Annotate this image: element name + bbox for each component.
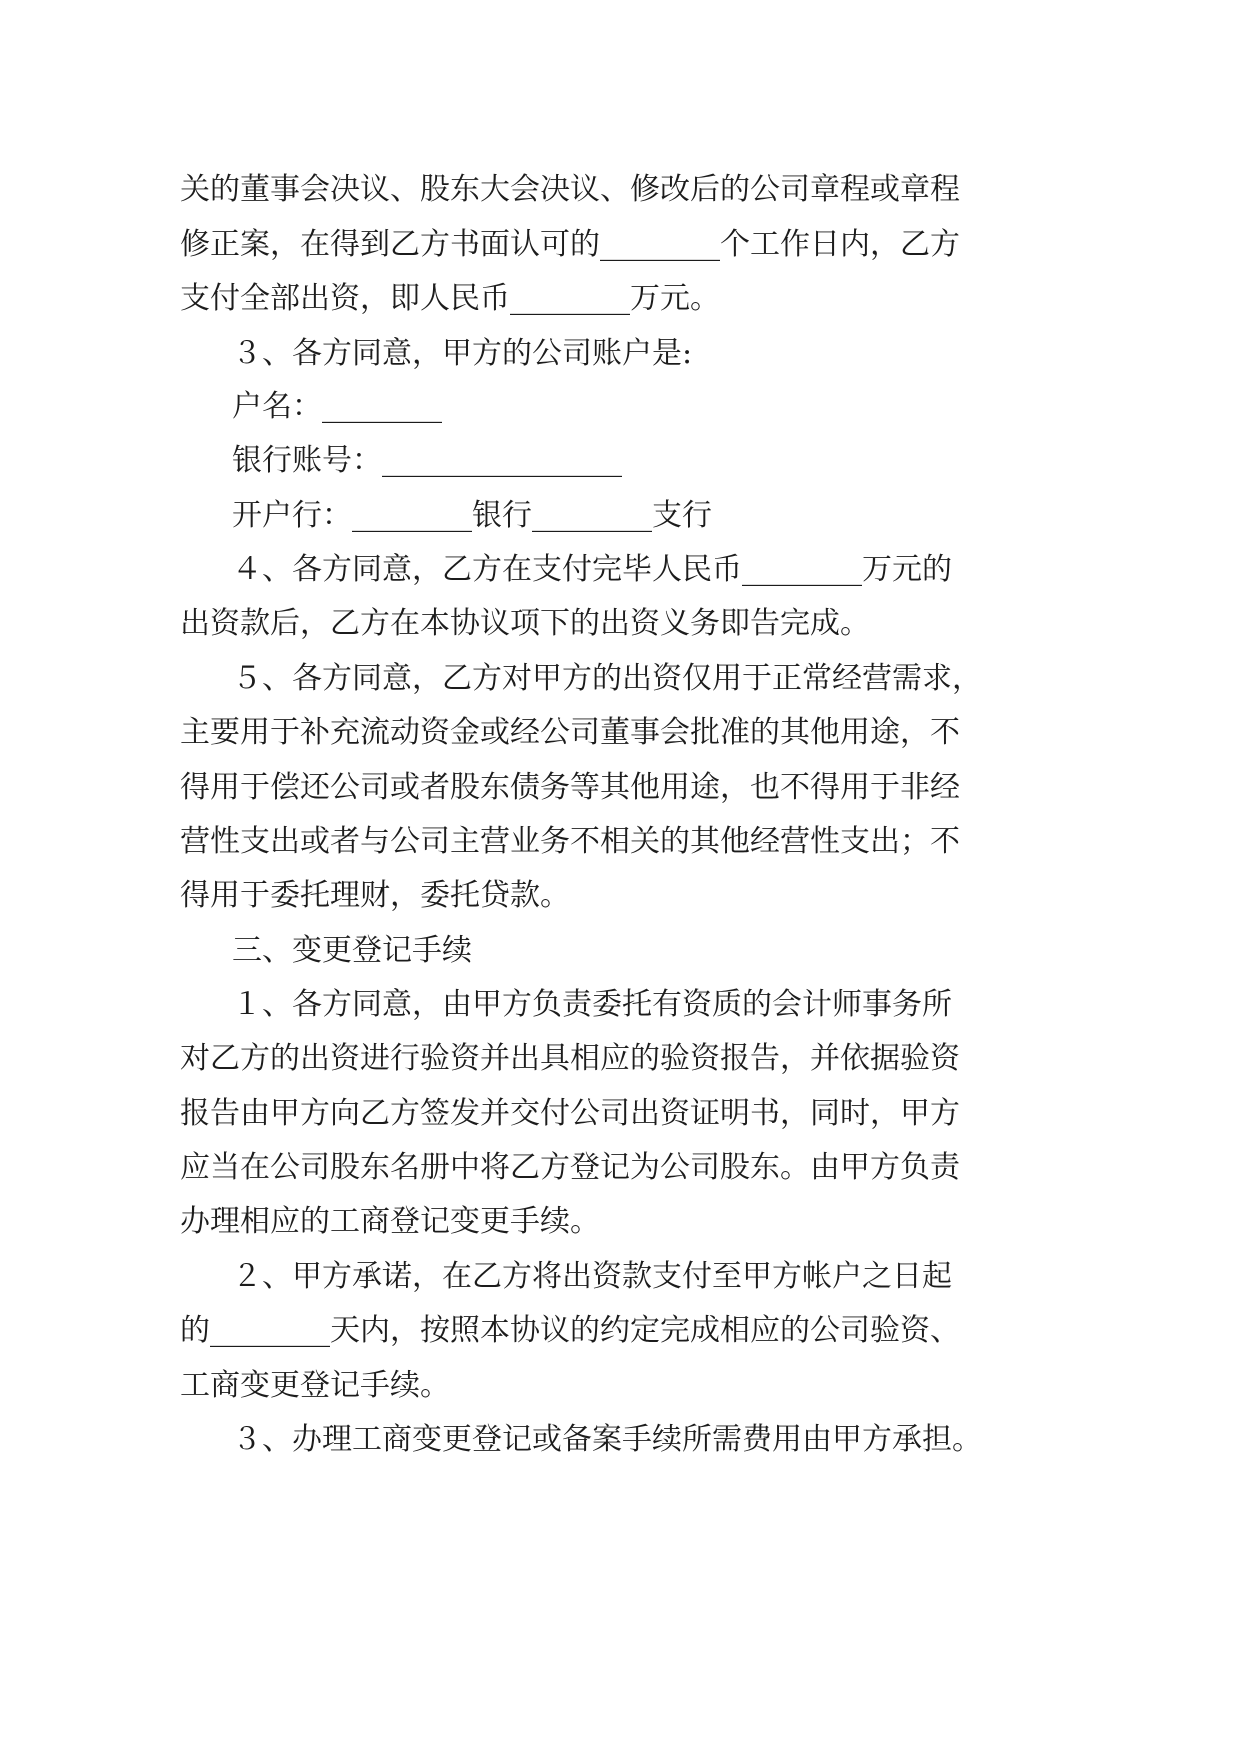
text-line-22: 的________天内，按照本协议的约定完成相应的公司验资、 [180, 1313, 960, 1348]
section-heading: 三、变更登记手续 [232, 933, 472, 968]
text-line-10: ５、各方同意，乙方对甲方的出资仅用于正常经营需求， [232, 661, 982, 696]
text-line-1: 关的董事会决议、股东大会决议、修改后的公司章程或章程 [180, 172, 960, 207]
text-line-13: 营性支出或者与公司主营业务不相关的其他经营性支出；不 [180, 824, 960, 859]
text-line-6: 银行账号：________________ [232, 443, 622, 478]
text-line-8: ４、各方同意，乙方在支付完毕人民币________万元的 [232, 552, 952, 587]
text-line-2: 修正案，在得到乙方书面认可的________个工作日内，乙方 [180, 227, 960, 262]
text-line-16: １、各方同意，由甲方负责委托有资质的会计师事务所 [232, 987, 952, 1022]
text-line-9: 出资款后，乙方在本协议项下的出资义务即告完成。 [180, 606, 870, 641]
text-line-21: ２、甲方承诺，在乙方将出资款支付至甲方帐户之日起 [232, 1259, 952, 1294]
text-line-23: 工商变更登记手续。 [180, 1368, 450, 1403]
text-line-14: 得用于委托理财，委托贷款。 [180, 878, 570, 913]
text-line-17: 对乙方的出资进行验资并出具相应的验资报告，并依据验资 [180, 1041, 960, 1076]
text-line-24: ３、办理工商变更登记或备案手续所需费用由甲方承担。 [232, 1422, 982, 1457]
text-line-12: 得用于偿还公司或者股东债务等其他用途，也不得用于非经 [180, 770, 960, 805]
text-line-4: ３、各方同意，甲方的公司账户是: [232, 336, 693, 371]
text-line-18: 报告由甲方向乙方签发并交付公司出资证明书，同时，甲方 [180, 1096, 960, 1131]
text-line-11: 主要用于补充流动资金或经公司董事会批准的其他用途，不 [180, 715, 960, 750]
text-line-20: 办理相应的工商登记变更手续。 [180, 1204, 600, 1239]
text-line-3: 支付全部出资，即人民币________万元。 [180, 281, 720, 316]
text-line-5: 户名：________ [232, 389, 442, 424]
text-line-7: 开户行：________银行________支行 [232, 498, 712, 533]
text-line-19: 应当在公司股东名册中将乙方登记为公司股东。由甲方负责 [180, 1150, 960, 1185]
